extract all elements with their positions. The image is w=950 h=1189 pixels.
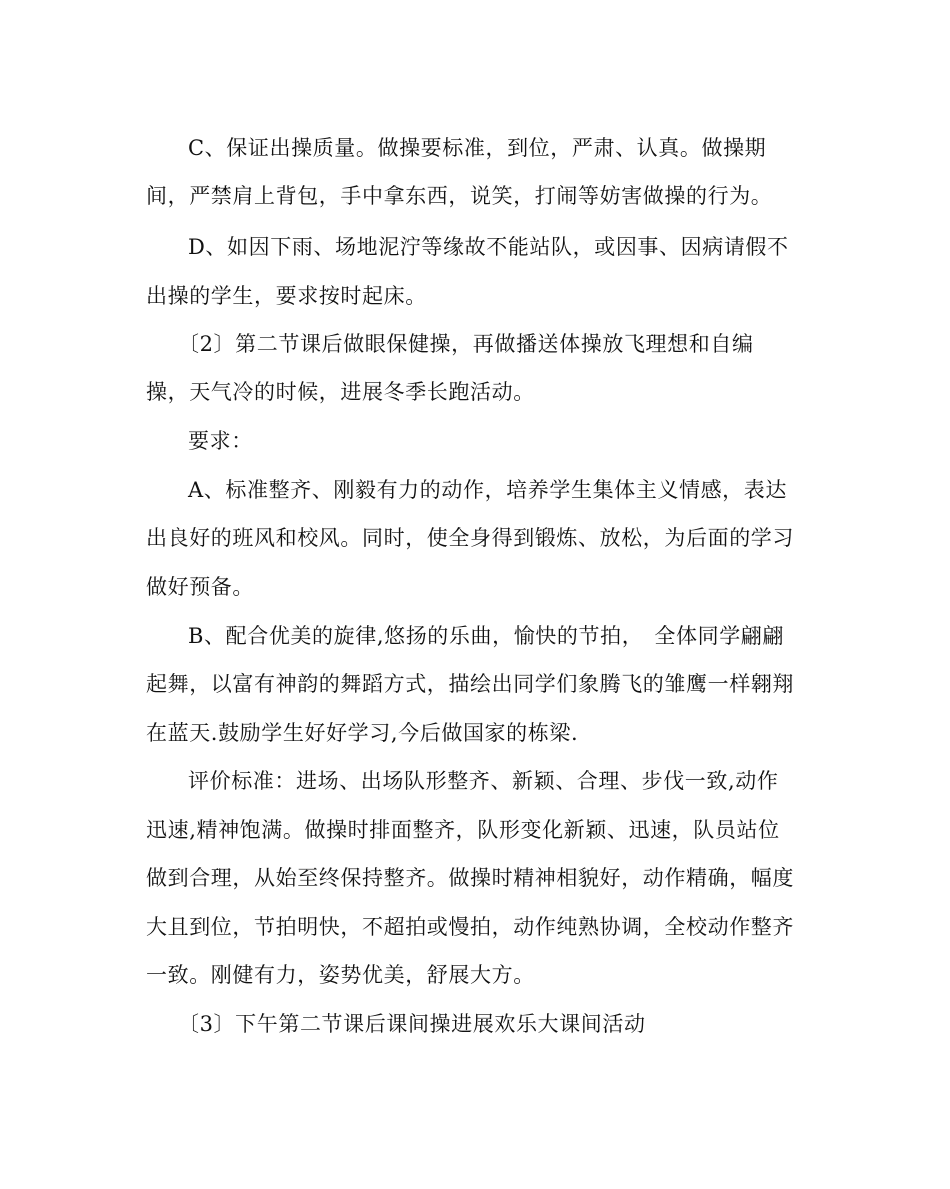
text-line-17: 大且到位，节拍明快，不超拍或慢拍，动作纯熟协调，全校动作整齐 bbox=[146, 915, 794, 939]
text-line-10: 做好预备。 bbox=[146, 575, 254, 599]
text-line-1: C、保证出操质量。做操要标准，到位，严肃、认真。做操期 bbox=[188, 136, 767, 160]
text-line-2: 间，严禁肩上背包，手中拿东西，说笑，打闹等妨害做操的行为。 bbox=[146, 184, 773, 208]
text-line-7: 要求： bbox=[188, 429, 253, 453]
text-line-3: D、如因下雨、场地泥泞等缘故不能站队，或因事、因病请假不 bbox=[188, 235, 789, 259]
text-line-4: 出操的学生，要求按时起床。 bbox=[146, 284, 427, 308]
text-line-15: 迅速,精神饱满。做操时排面整齐，队形变化新颖、迅速，队员站位 bbox=[146, 818, 780, 842]
text-line-16: 做到合理，从始至终保持整齐。做操时精神相貌好，动作精确，幅度 bbox=[146, 866, 794, 890]
text-line-19: 〔3〕下午第二节课后课间操进展欢乐大课间活动 bbox=[178, 1012, 646, 1036]
text-line-8: A、标准整齐、刚毅有力的动作，培养学生集体主义情感，表达 bbox=[188, 478, 787, 502]
text-line-6: 操，天气冷的时候，进展冬季长跑活动。 bbox=[146, 380, 535, 404]
text-line-14: 评价标准：进场、出场队形整齐、新颖、合理、步伐一致,动作 bbox=[188, 769, 779, 793]
text-line-12: 起舞，以富有神韵的舞蹈方式，描绘出同学们象腾飞的雏鹰一样翱翔 bbox=[146, 672, 794, 696]
text-line-11: B、配合优美的旋律,悠扬的乐曲，愉快的节拍， 全体同学翩翩 bbox=[188, 624, 785, 648]
text-line-13: 在蓝天.鼓励学生好好学习,今后做国家的栋梁. bbox=[146, 721, 579, 745]
text-line-18: 一致。刚健有力，姿势优美，舒展大方。 bbox=[146, 963, 535, 987]
text-line-9: 出良好的班风和校风。同时，使全身得到锻炼、放松，为后面的学习 bbox=[146, 526, 794, 550]
text-line-5: 〔2〕第二节课后做眼保健操，再做播送体操放飞理想和自编 bbox=[178, 332, 754, 356]
